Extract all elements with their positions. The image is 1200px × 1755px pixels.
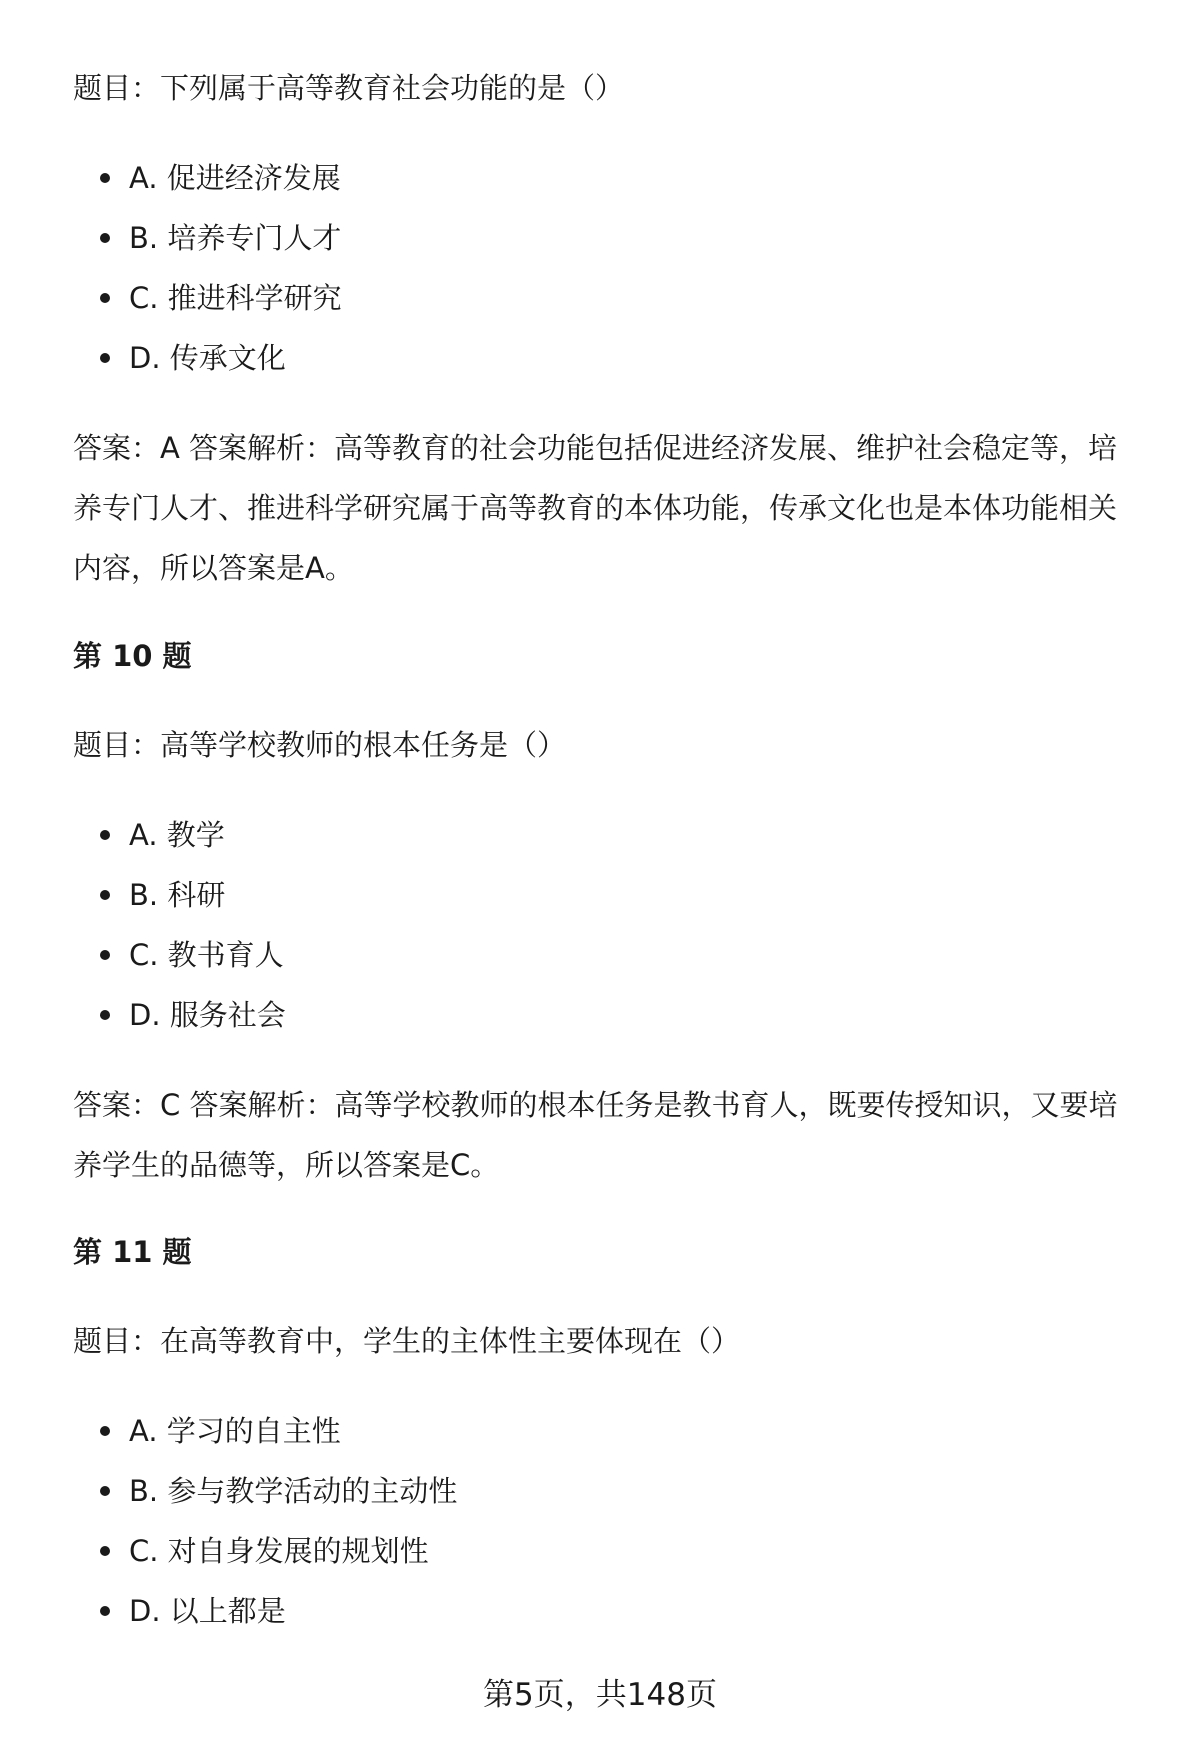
bullet-icon (100, 233, 110, 243)
bullet-icon (100, 1606, 110, 1616)
option-text: B. 参与教学活动的主动性 (129, 1474, 458, 1508)
bullet-icon (100, 1546, 110, 1556)
option-item (73, 805, 286, 865)
option-list (73, 805, 286, 1045)
option-item (73, 148, 342, 208)
option-item (73, 1581, 457, 1641)
bullet-icon (100, 950, 110, 960)
bullet-icon (100, 353, 110, 363)
option-item (73, 1521, 457, 1581)
option-text: C. 对自身发展的规划性 (129, 1534, 429, 1568)
bullet-icon (100, 1010, 110, 1020)
answer-explanation: 答案：C 答案解析：高等学校教师的根本任务是教书育人，既要传授知识，又要培养学生的品德等，所以答案是C。 (73, 1088, 1118, 1182)
option-text: B. 培养专门人才 (129, 221, 342, 255)
option-item (73, 925, 286, 985)
page-footer: 第5页，共148页 (483, 1677, 717, 1713)
option-text: C. 推进科学研究 (129, 281, 342, 315)
option-text: A. 教学 (129, 818, 225, 852)
option-item (73, 208, 342, 268)
bullet-icon (100, 1426, 110, 1436)
option-text: D. 以上都是 (129, 1594, 286, 1628)
option-item (73, 1401, 457, 1461)
bullet-icon (100, 830, 110, 840)
option-text: A. 学习的自主性 (129, 1414, 341, 1448)
bullet-icon (100, 173, 110, 183)
bullet-icon (100, 293, 110, 303)
option-text: D. 传承文化 (129, 341, 286, 375)
question-title: 题目：在高等教育中，学生的主体性主要体现在（） (73, 1324, 741, 1358)
option-text: B. 科研 (129, 878, 226, 912)
option-list (73, 148, 342, 388)
question-heading: 第 11 题 (73, 1235, 192, 1269)
option-item (73, 985, 286, 1045)
option-item (73, 865, 286, 925)
option-item (73, 1461, 457, 1521)
option-item (73, 268, 342, 328)
answer-explanation: 答案：A 答案解析：高等教育的社会功能包括促进经济发展、维护社会稳定等，培养专门人才、推进科学研究属于高等教育的本体功能，传承文化也是本体功能相关内容，所以答案是A。 (73, 431, 1118, 585)
question-heading: 第 10 题 (73, 639, 192, 673)
question-title: 题目：高等学校教师的根本任务是（） (73, 728, 567, 762)
bullet-icon (100, 1486, 110, 1496)
option-text: C. 教书育人 (129, 938, 284, 972)
question-title: 题目：下列属于高等教育社会功能的是（） (73, 71, 625, 105)
option-text: A. 促进经济发展 (129, 161, 341, 195)
option-item (73, 328, 342, 388)
option-list (73, 1401, 457, 1641)
bullet-icon (100, 890, 110, 900)
option-text: D. 服务社会 (129, 998, 286, 1032)
